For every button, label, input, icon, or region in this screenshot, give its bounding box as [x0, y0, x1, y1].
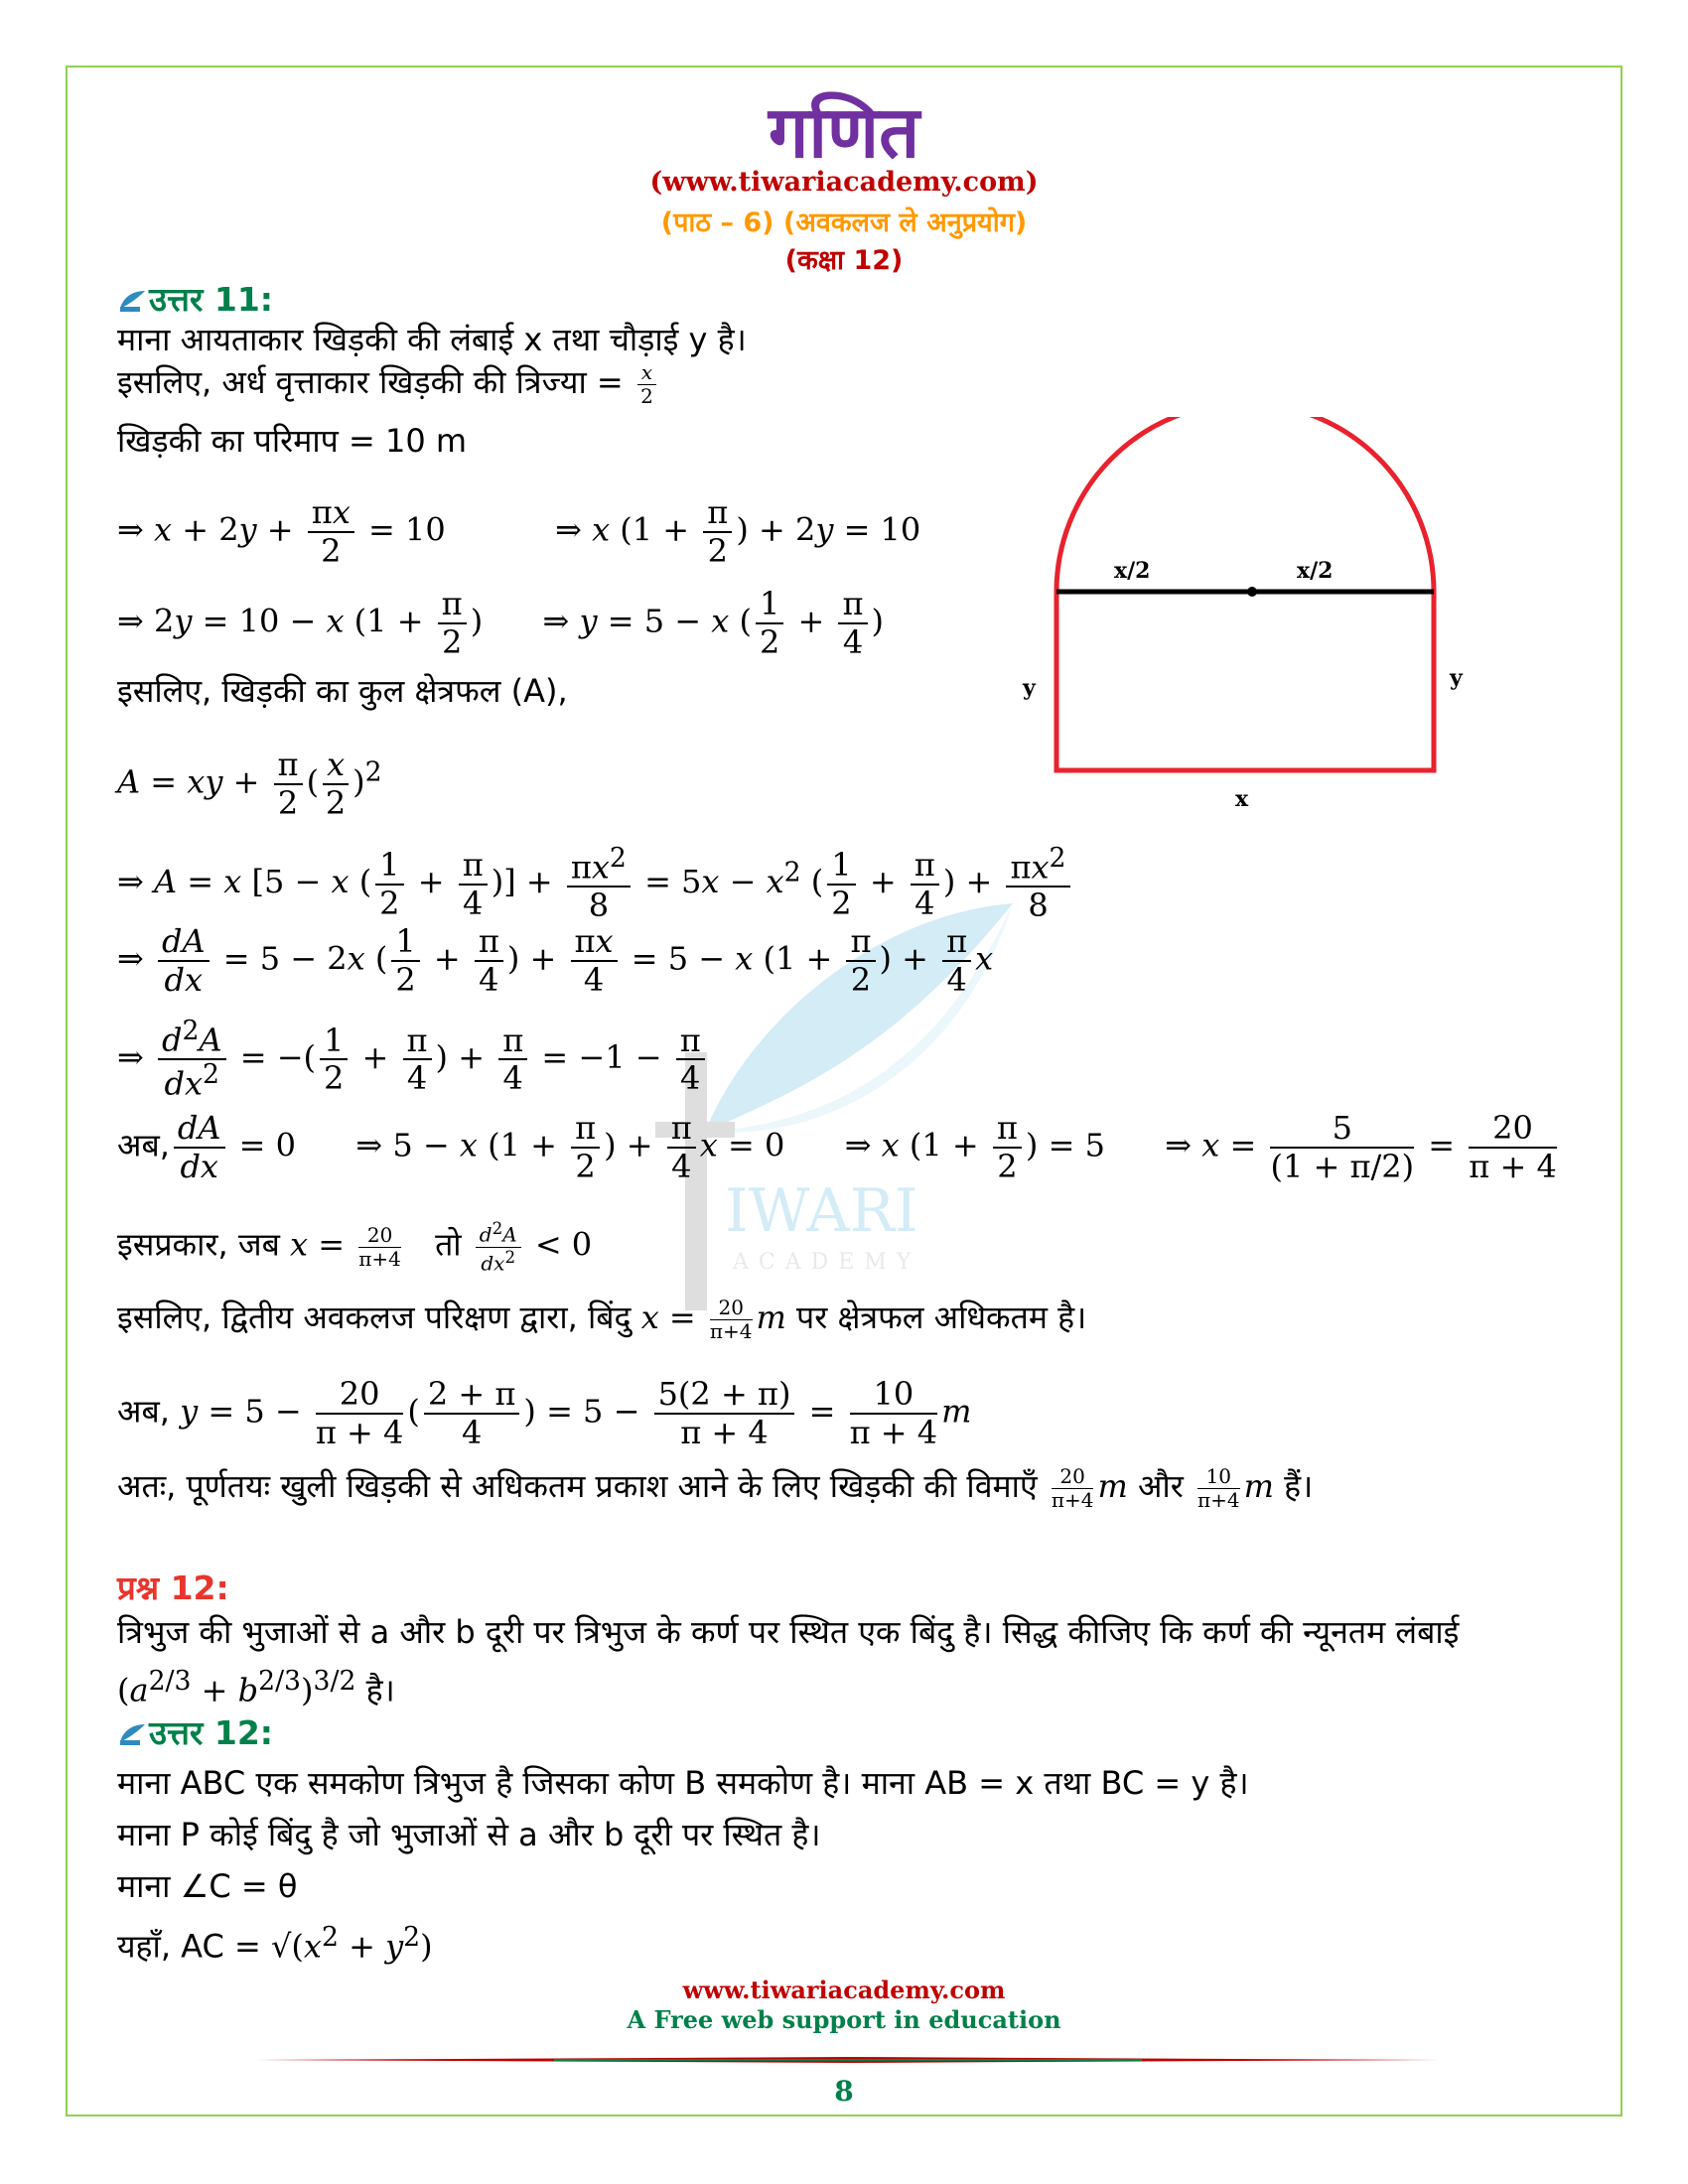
a11-line3: खिड़की का परिमाप = 10 m [117, 422, 468, 460]
a11-area-intro: इसलिए, खिड़की का कुल क्षेत्रफल (A), [117, 672, 568, 710]
label-half-left: x/2 [1114, 558, 1151, 584]
class-line: (कक्षा 12) [784, 245, 904, 276]
answer12-heading: उत्तर 12: [117, 1713, 273, 1753]
footer-rule [256, 2057, 1440, 2063]
a11-second-test: इसलिए, द्वितीय अवकलज परिक्षण द्वारा, बिंदु x = $\frac{20}{\pi+4}$ m पर क्षेत्रफल अधिकतम है। [117, 1296, 1087, 1343]
website-line: (www.tiwariacademy.com) [649, 167, 1039, 198]
answer11-heading: उत्तर 11: [117, 280, 273, 320]
eq-critical-point: अब, $\frac{dA}{dx}$ = 0 ⇒ 5 − x (1 + $\frac{\pi}{2}$ ) + $\frac{\pi}{4}$ x = 0 ⇒ x (1 + $\frac{\pi}{2}$ ) = 5 ⇒ x = $\frac{5}{(1 + \pi/2)}$ = $\frac{20}{\pi + 4}$ [117, 1109, 1557, 1185]
eq-y: ⇒ 2y = 10 − x (1 + $\frac{\pi}{2}$ ) ⇒ y = 5 − x ( $\frac{1}{2}$ + $\frac{\pi}{4}$ ) [117, 585, 884, 661]
q12-text: त्रिभुज की भुजाओं से a और b दूरी पर त्रिभुज के कर्ण पर स्थित एक बिंदु है। सिद्ध कीजिए कि कर्ण की न्यूनतम लंबाई [117, 1613, 1460, 1651]
q12-formula: $(a^{2/3} + b^{2/3})^{3/2}$ है। [117, 1666, 395, 1709]
a11-line1: माना आयताकार खिड़की की लंबाई x तथा चौड़ाई y है। [117, 321, 747, 358]
window-diagram [1013, 417, 1479, 814]
center-dot [1247, 587, 1257, 597]
rectangle-window [1056, 592, 1434, 770]
eq-y-value: अब, y = 5 − $\frac{20}{\pi + 4}$ ( $\frac{2 + \pi}{4}$ ) = 5 − $\frac{5(2 + \pi)}{\pi + 4}$ = $\frac{10}{\pi + 4}$ m [117, 1375, 972, 1451]
a11-line2: इसलिए, अर्ध वृत्ताकार खिड़की की त्रिज्या = $\frac{x}{2}$ [117, 361, 660, 408]
eq-first-derivative: ⇒ $\frac{dA}{dx}$ = 5 − 2x ( $\frac{1}{2}$ + $\frac{\pi}{4}$ ) + $\frac{\pi x}{4}$ = 5 − x (1 + $\frac{\pi}{2}$ ) + $\frac{\pi}{4}$ x [117, 922, 994, 999]
leaf-logo-icon [117, 1722, 147, 1750]
leaf-logo-icon [117, 289, 147, 317]
a11-thus-line: इसप्रकार, जब x = $\frac{20}{\pi+4}$ तो $\frac{d^2A}{dx^2}$ < 0 [117, 1219, 593, 1276]
label-x: x [1235, 786, 1249, 812]
eq-perimeter: ⇒ x + 2y + $\frac{\pi x}{2}$ = 10 ⇒ x (1 + $\frac{\pi}{2}$ ) + 2y = 10 [117, 493, 921, 570]
label-half-right: x/2 [1297, 558, 1334, 584]
eq-area-expand: ⇒ A = x [5 − x ( $\frac{1}{2}$ + $\frac{\pi}{4}$ )] + $\frac{\pi x^2}{8}$ = $5x - x^2$ ( $\frac{1}{2}$ + $\frac{\pi}{4}$ ) + $\frac{\pi x^2}{8}$ [117, 844, 1074, 924]
a12-line4: यहाँ, AC = $√(x^2 + y^2)$ [117, 1922, 433, 1966]
label-y-right: y [1450, 665, 1463, 691]
eq-area: A = xy + $\frac{\pi}{2}$ ( $\frac{x}{2}$ )$^2$ [117, 746, 382, 822]
footer-tagline: A Free web support in education [627, 2005, 1061, 2034]
question12-heading: प्रश्न 12: [117, 1569, 229, 1607]
watermark-text: IWARI [725, 1176, 918, 1246]
chapter-line: (पाठ – 6) (अवकलज ले अनुप्रयोग) [660, 207, 1028, 238]
a12-line2: माना P कोई बिंदु है जो भुजाओं से a और b दूरी पर स्थित है। [117, 1816, 821, 1853]
a11-conclusion: अतः, पूर्णतयः खुली खिड़की से अधिकतम प्रकाश आने के लिए खिड़की की विमाएँ $\frac{20}{\pi+4}$ m और $\frac{10}{\pi+4}$ m हैं। [117, 1464, 1314, 1512]
label-y-left: y [1023, 675, 1036, 701]
page-number: 8 [834, 2075, 854, 2108]
footer-url: www.tiwariacademy.com [682, 1976, 1006, 2004]
a12-line1: माना ABC एक समकोण त्रिभुज है जिसका कोण B समकोण है। माना AB = x तथा BC = y है। [117, 1764, 1249, 1802]
watermark-subtext: ACADEMY [733, 1250, 921, 1275]
eq-second-derivative: ⇒ $\frac{d^2A}{dx^2}$ = −( $\frac{1}{2}$ + $\frac{\pi}{4}$ ) + $\frac{\pi}{4}$ = −1 − $\frac{\pi}{4}$ [117, 1017, 709, 1103]
page-title: गणित [768, 90, 920, 174]
a12-line3: माना ∠C = θ [117, 1867, 298, 1905]
semicircle-arc [1056, 417, 1434, 592]
